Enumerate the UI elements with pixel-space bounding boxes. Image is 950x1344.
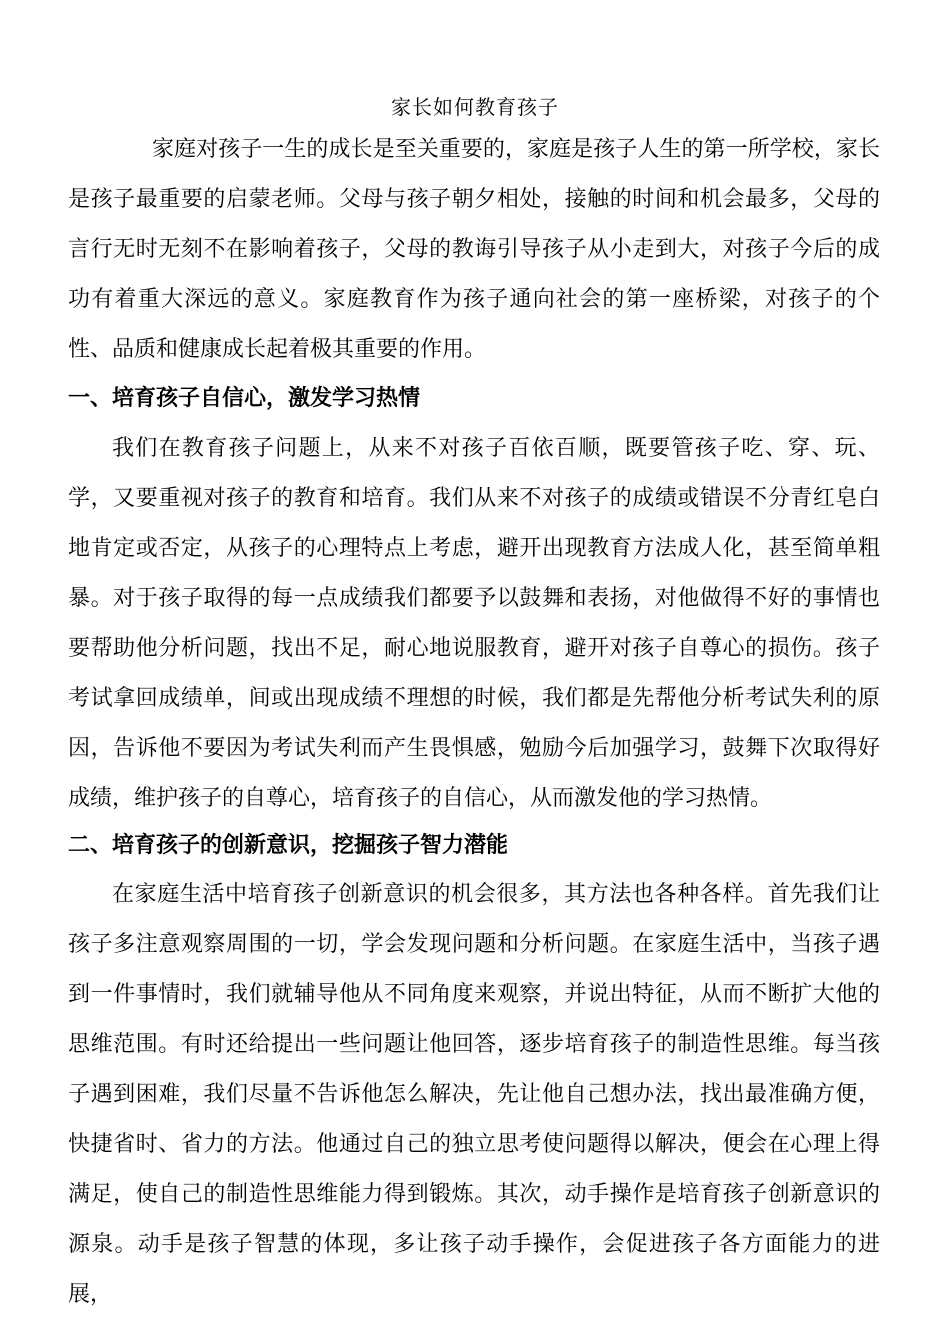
section-paragraph-2: 在家庭生活中培育孩子创新意识的机会很多，其方法也各种各样。首先我们让孩子多注意观察周围的一切，学会发现问题和分析问题。在家庭生活中，当孩子遇到一件事情时，我们就辅导他从不同角度来观察，并说出特征，从而不断扩大他的思维范围。有时还给提出一些问题让他回答，逐步培育孩子的制造性思维。每当孩子遇到困难，我们尽量不告诉他怎么解决，先让他自己想办法，找出最准确方便，快捷省时、省力的方法。他通过自己的独立思考使问题得以解决，便会在心理上得满足，使自己的制造性思维能力得到锻炼。其次，动手操作是培育孩子创新意识的源泉。动手是孩子智慧的体现，多让孩子动手操作，会促进孩子各方面能力的进展， [68, 882, 880, 1307]
intro-paragraph: 家庭对孩子一生的成长是至关重要的，家庭是孩子人生的第一所学校，家长是孩子最重要的启蒙老师。父母与孩子朝夕相处，接触的时间和机会最多，父母的言行无时无刻不在影响着孩子，父母的教诲引导孩子从小走到大，对孩子今后的成功有着重大深远的意义。家庭教育作为孩子通向社会的第一座桥梁，对孩子的个性、品质和健康成长起着极其重要的作用。 [68, 137, 880, 362]
document-title: 家长如何教育孩子 [391, 95, 559, 119]
section-heading-1: 一、培育孩子自信心，激发学习热情 [68, 386, 421, 411]
section-heading-2: 二、培育孩子的创新意识，挖掘孩子智力潜能 [68, 833, 509, 858]
section-paragraph-1: 我们在教育孩子问题上，从来不对孩子百依百顺，既要管孩子吃、穿、玩、学，又要重视对孩子的教育和培育。我们从来不对孩子的成绩或错误不分青红皂白地肯定或否定，从孩子的心理特点上考虑，避开出现教育方法成人化，甚至简单粗暴。对于孩子取得的每一点成绩我们都要予以鼓舞和表扬，对他做得不好的事情也要帮助他分析问题，找出不足，耐心地说服教育，避开对孩子自尊心的损伤。孩子考试拿回成绩单，间或出现成绩不理想的时候，我们都是先帮他分析考试失利的原因，告诉他不要因为考试失利而产生畏惧感，勉励今后加强学习，鼓舞下次取得好成绩，维护孩子的自尊心，培育孩子的自信心，从而激发他的学习热情。 [68, 436, 880, 811]
